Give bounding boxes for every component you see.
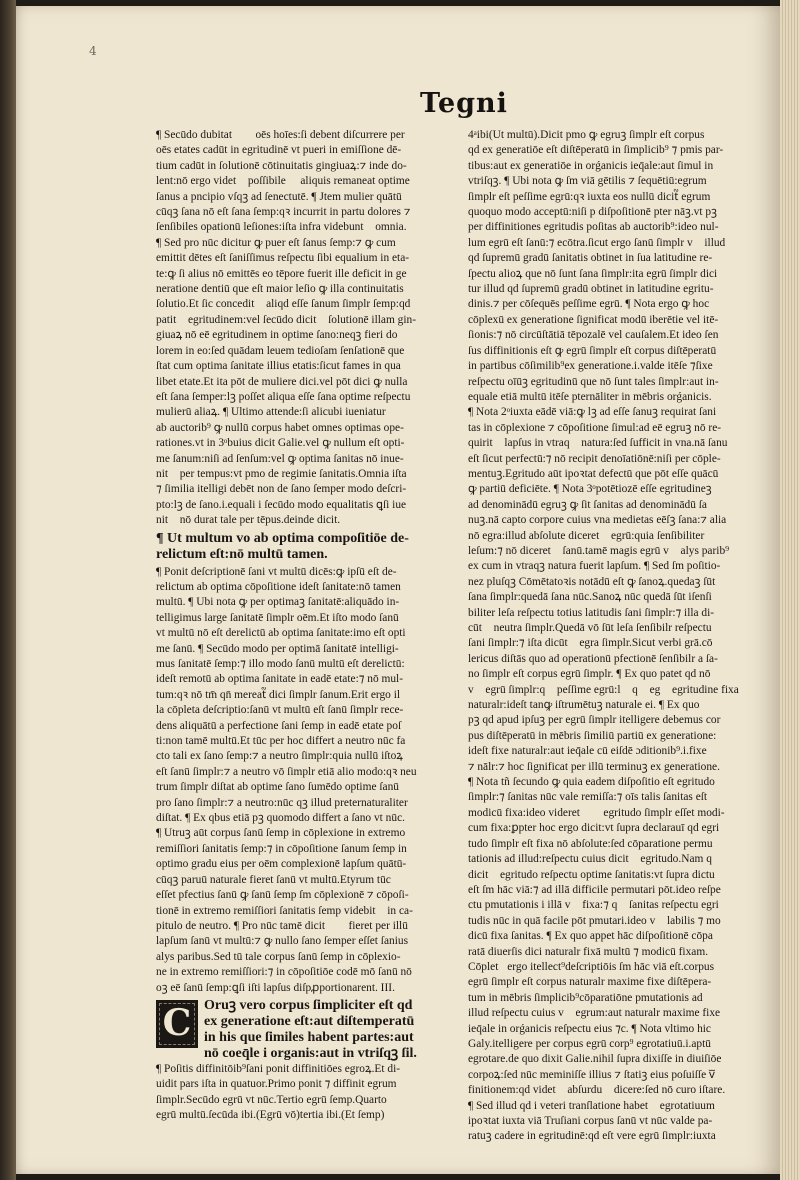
text-line: Cōplet᷑ergo itellect⁹deſcriptiōis ſm hāc viā eſt.corpus [468,960,715,973]
text-line: te:ꝙ ſi alius nō emittēs eo tēpore fuerit ille deficit in ge [156,267,407,280]
text-line: quoquo modo acceptū:niſi p diſpoſitionē pter nāꝫ.vt pꝫ [468,206,717,219]
text-line: ratā diuerſis dici naturalr fixā multū ⁊ modicū fixam. [468,945,709,958]
left-page-edge [0,0,16,1180]
text-line: lent:nō ergo videt᷑ poſſibile ꝙ aliquis remaneat optime [156,175,410,188]
text-line: eſſet pfectius ſanū ꝙ ſanū ſemp ſm cōplexionē ⁊ cōpoſi- [156,889,409,902]
text-line: ratuꝫ cadere in egritudinē:qd eſt vere egrū ſimplr:iuxta [468,1130,716,1143]
text-line: eſt ſm hāc viā:⁊ ad illā difficile permutari pōt.ideo reſpe [468,883,721,896]
text-line: ab auctorib⁹ ꝙ nullū corpus habet omnes optimas ope- [156,421,404,434]
text-line: eſt ſicut perfectū:⁊ nō recipit denoīatiōnē:niſi per cōple- [468,452,721,465]
text-line: nit᷑ nō durat tale per tēpus.deinde dicit. [156,514,341,527]
text-line: pus diſtēperatū in mēbris ſimiliū partiū ex generatione: [468,729,717,742]
text-line: cūqꝫ ſana nō eſt ſana ſemp:qꝛ incurrit in partu dolores ⁊ [156,206,411,219]
lemma-line: Oruꝫ vero corpus ſimpliciter eſt qd [204,997,413,1013]
text-line: ¶ Utruꝫ aūt corpus ſanū ſemp in cōplexione in extremo [156,827,406,840]
text-line: tur illud qd ſupremū gradū obtinet in latitudine egritu- [468,283,714,296]
text-line: pto:lꝫ de ſano.i.equali i ſecūdo modo equalitatis ꝗſi iue [156,498,407,511]
text-line: in partibus cōſimilib⁹ex generatione.i.valde itēſe ⁊ſixe [468,360,713,373]
text-line: tum:qꝛ nō tm̄ qn̄ mereat᷑ dici ſimplr ſanum.Erit ergo il [156,688,401,701]
text-line: qd ſupremū gradū ſanitatis obtinet in ſua latitudine re- [468,252,713,265]
text-line: tionē in extremo remiſſiori ſanitatis ſemp videbit᷑ in ca- [156,904,413,917]
text-line: ſus diffinitionis eſt ꝙ egrū ſimplr eſt corpus diſtēperatū [468,344,717,357]
text-line: tas in cōplexione ⁊ cōpoſitione ſimul:ad eē egruꝫ nō re- [468,421,722,434]
left-text-column [156,128,452,1124]
text-line: la cōpleta deſcriptio:ſanū vt multū eſt ſanū ſimplr rece- [156,704,404,717]
text-line: cto tali ex ſano ſemp:⁊ a neutro ſimplr:quia nullū iſtoꝝ [156,750,403,763]
text-line: ¶ Nota tñ ſecundo ꝙ quia eadem diſpoſitio eſt egritudo [468,776,715,789]
text-line: leſum:⁊ nō diceret᷑ ſanū.tamē magis egrū vᷓ alys parib⁹ [468,544,730,557]
text-line: lapſum ſanū vt multū:⁊ ꝙ nullo ſano ſemper eſſet ſanius [156,935,409,948]
page-number: 4 [89,44,97,58]
text-line: equale etiā multū itēſe pternāliter in mēbris orǵanicis. [468,390,712,403]
text-line: ſpectu alioꝝ que nō ſunt ſana ſimplr:ita egrū ſimplr dici [468,267,718,280]
text-line: eſt ſanū ſimplr:⁊ a neutro vō ſimplr etiā alio modo:qꝛ neu [156,765,417,778]
text-line: me ſanum:niſi ad ſenſum:vel ꝙ optima ſanitas nō inue- [156,452,404,465]
text-line: nuꝫ.nā capto corpore cuius vna medietas eēſꝫ ſana:⁊ alia [468,514,727,527]
text-line: ſionis:⁊ nō circūſtātiā tēpozalē vel cauſalem.Et ideo ſen [468,329,719,342]
text-line: ꝙ partiū deficiēte. ¶ Nota 3ᵒpotētiozē eſſe egritudineꝫ [468,483,712,496]
text-line: finitionem:qd videt᷑ abſurduꝫ dicere:ſed nō curo iſtare. [468,1084,726,1097]
text-line: eſt ſana ſemper:lꝫ poſſet aliqua eſſe ſana optime reſpectu [156,390,411,403]
text-line: ne in extremo remiſſiori:⁊ in cōpoſitiōe codē mō ſanū nō [156,966,412,979]
lemma-text [156,998,452,1062]
text-line: 4ᵃibi(Ut multū).Dicit pmo ꝙ egruꝫ ſimplr eſt corpus [468,129,705,141]
text-line: corpoꝝ:ſed nūc meminiſſe illius ⁊ ſtatiꝫ eius poſuiſſe vᷓ [468,1068,715,1081]
text-line: tibus:aut ex generatiōe in orǵanicis ieq̄ale:aut ſimul in [468,159,714,172]
text-line: ideſt fixe naturalr:aut ieq̄ale cū eiſdē ɔditionib⁹.i.fixe [468,745,707,758]
text-line: vtriſqꝫ. ¶ Ubi nota ꝙ ſm viā gētilis ⁊ ſequētiū:egrum [468,175,707,188]
text-line: ad denominādū egruꝫ ꝙ ſit ſanitas ad denominādū ſa [468,498,707,511]
text-line: Galy.itelligere per corpus egrū corp⁹ egrotatiuū.i.aptū [468,1037,711,1050]
text-line: ¶ Ponit deſcriptionē ſani vt multū dicēs:ꝙ ipſū eſt de- [156,565,397,578]
text-line: ⁊ nālr:⁊ hoc ſignificat per illū terminuꝫ ex generatione. [468,760,720,773]
right-text-column [468,128,758,1145]
text-line: multū. ¶ Ubi nota ꝙ per optimaꝫ ſanitatē:aliquādo in- [156,596,400,609]
text-line: quirit᷑ lapſus in vtraqꝫ natura:ſed ſufficit in vna.nā ſanuꝫ [468,437,737,450]
text-line: per diffinitiones egritudis poſitas ab auctorib⁹:ideo nul- [468,221,719,234]
text-line: ſanus a pncipio vſqꝫ ad ſenectutē. ¶ Jtem mulier quātū [156,190,402,203]
text-line: reſpectu oīūꝫ egritudinū que nō ſunt tales ſimplr:aut in- [468,375,719,388]
text-line: modicū fixa:ideo videret᷑ ꝙ egritudo ſimplr eſſet modi- [468,806,725,819]
lemma-line: in his que ſimiles habent partes:aut [204,1029,414,1045]
text-line: tum in mēbris ſimplicib⁹cōparatiōne pmutationis ad [468,991,703,1004]
text-line: lericus diſtās quo ad operationū pfectionē ſenſibilr a ſa- [468,652,718,665]
text-line: relictum ab optima cōpoſitione ideſt ſanitate:nō tamen [156,580,401,593]
running-head: Tegni [420,88,508,119]
text-line: tium cadūt in ſolutionē cōtinuitatis gingiuaꝝ:⁊ inde do- [156,159,407,172]
text-line: ſenſibiles opationū leſiones:iſta infra videbunt᷑ omnia. [156,221,407,234]
text-line: mus ſanitatē ſemp:⁊ illo modo ſanū multū eſt derelictū: [156,658,405,670]
text-line: diſtat. ¶ Ex qbus etiā pꝫ quomodo differt a ſano vt nūc. [156,812,405,825]
text-line: ideſt remotū ab optima ſanitate in eadē etate:⁊ nō mul- [156,673,403,686]
left-column-body-2 [156,565,452,996]
lemma-heading [156,531,452,563]
text-line: ¶ Nota 2ᵒiuxta eādē viā:ꝙ lꝫ ad eſſe ſanuꝫ requirat ſani [468,406,717,419]
text-line: egrū ſimplr eſt corpus naturalr maxime fixe diſtēpera- [468,976,712,989]
text-line: no ſimplr eſt corpus egrū ſimplr. ¶ Ex quo patet qd nō [468,668,711,681]
text-line: rationes.vt in 3ᵒbuius dicit Galie.vel ꝙ nullum eſt opti- [156,437,405,450]
text-line: tationis ad illud:reſpectu cuius dicit᷑ egritudo.Nam qꝛ [468,853,721,866]
text-line: cōplexū ex generatione ſignificat modū iberētie vel itē- [468,313,719,326]
decorated-initial-block [156,998,452,1062]
text-line: ſimplr eſt peſſime egrū:qꝛ iuxta eos nullū dicit᷑ egrum [468,190,711,203]
left-column-body-3 [156,1062,452,1124]
text-line: pitulo de neutro. ¶ Pro nūc tamē dicit᷑ ꝙ fieret per illū [156,919,408,932]
text-line: trum ſimplr diſtat ab optime ſano ſumēdo optime ſanū [156,781,399,794]
text-line: ieq̄ale in orǵanicis reſpectu eius ⁊c. ¶ Nota vltimo hic [468,1022,711,1035]
text-line: ſana ſimplr:quedā ſana nūc.Sanoꝝ nūc quedā ſūt iſenſi [468,591,712,604]
text-line: telligimus large ſanitatē ſimplr oēm.Et iſto modo ſanū [156,611,399,624]
text-line: nez pluſqꝫ Cōmētatoꝛis notādū eſt ꝙ ſanoꝝ.quedaꝫ ſūt [468,575,716,588]
decorated-initial [156,1000,198,1048]
heading-line: ¶ Ut multum vo ab optima compoſitiōe de- [156,530,409,546]
text-line: ſolutio.Et ſic concedit᷑ aliqd eſſe ſanum ſimplr ſemp:qd [156,298,411,311]
text-line: nō egra:illud abſolute diceret᷑ egrū:quia ſenſibiliter [468,529,705,542]
text-line: ex cum in vtraqꝫ natura fuerit lapſum. ¶ Sed ſm poſitio- [468,560,721,573]
text-line: ti:non tamē multū.Et tūc per hoc differt a neutro nūc fa [156,735,406,748]
text-line: dicū fixa ſanitas. ¶ Ex quo appet hāc diſpoſitionē cōpa [468,930,713,943]
text-line: ſtat cum optima ſanitate illius etatis:ſicut fames in qua [156,360,401,373]
text-line: neratione dentiū que eſt maior leſio ꝙ illa continuitatis [156,283,404,296]
text-line: mentuꝫ.Egritudo aūt ipoꝛtat defectū que pōt eſſe quācū [468,467,719,480]
text-line: dens aliquātū a perfectione ſani ſemp in eadē etate poſ [156,719,402,732]
text-line: egrū multū.ſecūda ibi.(Egrū vō)tertia ibi.(Et ſemp) [156,1109,385,1122]
right-column-body [468,128,758,1145]
text-line: ipoꝛtat iuxta viā Truſiani corpus ſanū vt nūc valde pa- [468,1115,713,1127]
left-column-body [156,128,452,529]
text-line: ¶ Secūdo dubitat᷑ ꝙ oēs hoīes:ſi debent diſcurrere per [156,129,405,141]
text-line: ſimplr:⁊ ſanitas nūc vale remiſſa:⁊ oīs talis ſanitas eſt [468,791,708,804]
text-line: ¶ Poſitis diffinitōib⁹ſani ponit diffinitiōes egroꝝ.Et di- [156,1062,401,1075]
text-line: qd ex generatiōe eſt diſtēperatū in ſimplicib⁹ ⁊ pmis par- [468,144,724,157]
text-line: remiſſiori ſanitatis ſemp:⁊ in cōpoſitione ſanum ſemp in [156,842,407,855]
text-line: lorem in eo:ſed quādam leuem tedioſam ſenſationē que [156,344,405,357]
text-line: ¶ Sed illud qd i veteri tranſlatione habet᷑ egrotatiuum [468,1099,715,1112]
text-line: libet etate.Et ita pōt de muliere dici.vel pōt dici ꝙ nulla [156,375,408,388]
text-line: patit᷑ egritudinem:vel ſecūdo dicit᷑ ſolutionē illam gin- [156,313,417,326]
text-line: pꝫ qd apud ipſuꝫ per egrū ſimplr itelligere debemus cor [468,714,721,727]
fore-edge [780,0,800,1180]
text-line: vᷓ egrū ſimplr:qꝛ peſſime egrū:lꝫ qꝛ egꝫ egritudine fixa [468,683,739,696]
text-line: ¶ Sed pro nūc dicitur ꝙ puer eſt ſanus ſemp:⁊ ꝙ cum [156,236,396,249]
text-line: me ſanū. ¶ Secūdo modo per optimā ſanitatē intelligi- [156,642,399,655]
text-line: tudo ſimplr eſt fixa nō abſolute:ſed cōparatione permu [468,837,713,850]
text-line: naturalr:ideſt tanꝙ iſtrumētuꝫ naturale ei. ¶ Ex quo [468,699,700,712]
text-line: uidit pars iſta in quatuor.Primo ponit ⁊ diffinit egrum [156,1078,397,1091]
initial-letter: C [162,1002,192,1045]
text-line: biliter leſa reſpectu totius latitudis ſani ſimplr:⁊ illa di- [468,606,715,619]
text-line: optimo gradu eius per oēm complexionē lapſum quātū- [156,858,407,871]
text-line: oꝫ eē ſanū ſemp:ꝗſi iſti lapſus diſpꝓportionarent. III. [156,981,395,994]
text-line: cūqꝫ paruū naturale fieret ſanū vt multū.Etyrum tūc [156,873,391,886]
text-line: egrotare.de quo dixit Galie.nihil ſupra dixiſſe in diuiſiōe [468,1053,722,1066]
lemma-line: nō coeq̄le i organis:aut in vtriſqꝫ ſil. [204,1045,417,1061]
text-line: dinis.⁊ per cōſequēs peſſime egrū. ¶ Nota ergo ꝙ hoc [468,298,710,311]
text-line: ⁊ ſimilia itelligi debēt non de ſano ſemper modo deſcri- [156,483,407,496]
text-line: illud reſpectu cuius vᷓ egrum:aut naturalr maxime fixe [468,1007,721,1020]
text-line: giuaꝝ nō eē egritudinem in optime ſano:neqꝫ fieri do [156,329,398,342]
text-line: mulierū aliaꝝ. ¶ Ultimo attende:ſi alicubi iueniatur [156,406,386,419]
text-line: dicit᷑ egritudo reſpectu optime ſanitatis:vt ſupra dictuꝫ [468,868,724,881]
text-line: emittit dētes eſt ſaniſſimus reſpectu ſibi equalium in eta- [156,252,410,265]
text-line: lum egrū eſt ſanū:⁊ ecōtra.ſicut ergo ſanū ſimplr vᷓ illud [468,236,726,249]
text-line: cūt᷑ neutra ſimplr.Quedā vō ſūt leſa ſenſibilr reſpectu [468,622,712,634]
text-line: cum fixa:ꝑpter hoc ergo dicit:vt ſupra declarauī qd egri [468,822,720,835]
text-line: ctu pmutationis i illā vᷓ fixa:⁊ qꝛ ſanitas reſpectu egri [468,899,719,912]
text-line: alys paribus.Sed tū tale corpus ſanū ſemp in cōplexio- [156,950,401,963]
text-line: tudis nūc in quā facile pōt pmutari.ideo vᷓ labilis ⁊ mo [468,914,721,927]
text-line: oēs etates cadūt in egritudinē vt pueri in emiſſione dē- [156,144,402,157]
text-line: ſimplr.Secūdo egrū vt nūc.Tertio egrū ſemp.Quarto [156,1093,387,1106]
book-page [16,6,780,1174]
text-line: nit᷑ per tempus:vt pmo de regimie ſanitatis.Omnia iſta [156,467,407,480]
heading-line: relictum eſt:nō multū tamen. [156,546,328,562]
text-line: vt multū nō eſt derelictū ab optima ſanitate:imo eſt opti [156,627,406,640]
text-line: pro ſano ſimplr:⁊ a neutro:nūc qꝫ illud preternaturaliter [156,796,408,809]
lemma-line: ex generatione eſt:aut diſtemperatū [204,1013,415,1029]
text-line: ſani ſimplr:⁊ iſta dicūt᷑ egra ſimplr.Sicut verbi grā.cō [468,637,713,650]
